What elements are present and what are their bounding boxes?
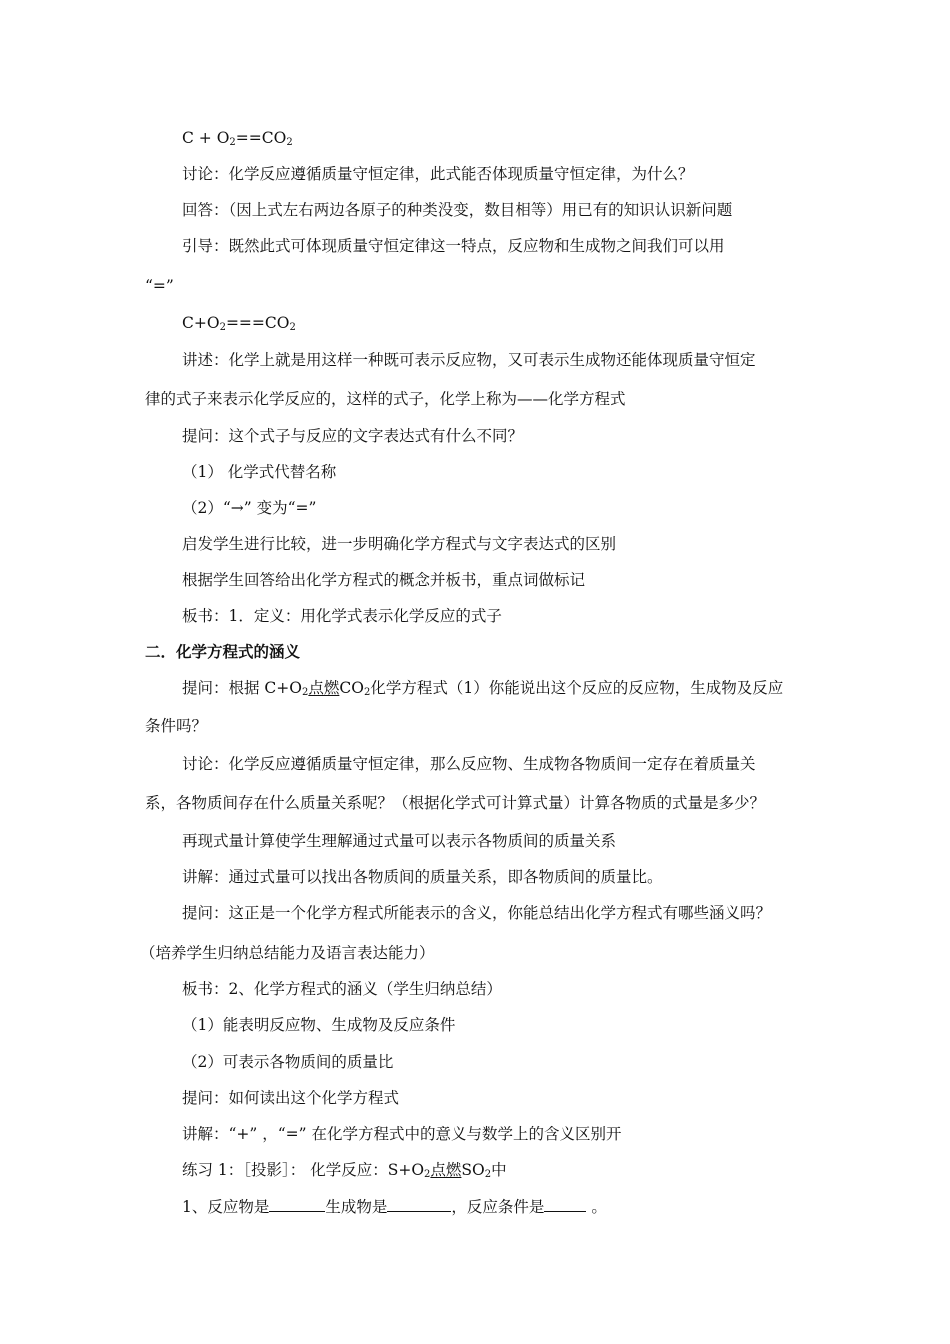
difference-item-2: （2）“→” 变为“=” <box>182 499 317 517</box>
question-3-line-1: 提问：这正是一个化学方程式所能表示的含义，你能总结出化学方程式有哪些涵义吗？ <box>182 904 772 922</box>
lecture-1-line-1: 讲述：化学上就是用这样一种既可表示反应物，又可表示生成物还能体现质量守恒定 <box>182 351 756 369</box>
concept-text: 根据学生回答给出化学方程式的概念并板书，重点词做标记 <box>182 571 586 589</box>
inspire-text: 启发学生进行比较，进一步明确化学方程式与文字表达式的区别 <box>182 535 617 553</box>
question-2: 提问：根据 $C+O_2$点燃$CO_2$化学方程式（1）你能说出这个反应的反应物，生成物及反应 <box>182 679 784 698</box>
question-1: 提问：这个式子与反应的文字表达式有什么不同？ <box>182 427 524 445</box>
section-heading: 二．化学方程式的涵义 <box>145 642 301 661</box>
blank-condition[interactable] <box>544 1196 586 1212</box>
exercise-1: 练习 1：［投影］： 化学反应：$S+O_2$点燃$SO_2$中 <box>182 1161 507 1180</box>
equation-1: $C + O_2==CO_2$ <box>182 129 293 148</box>
guide-1: 引导：既然此式可体现质量守恒定律这一特点，反应物和生成物之间我们可以用 <box>182 237 725 255</box>
discussion-1: 讨论：化学反应遵循质量守恒定律，此式能否体现质量守恒定律，为什么？ <box>182 165 694 183</box>
guide-1-continued: “=” <box>145 277 174 295</box>
question-3-line-2: （培养学生归纳总结能力及语言表达能力） <box>140 944 435 962</box>
answer-1: 回答：（因上式左右两边各原子的种类没变，数目相等）用已有的知识认识新问题 <box>182 201 733 219</box>
discussion-2-line-1: 讨论：化学反应遵循质量守恒定律，那么反应物、生成物各物质间一定存在着质量关 <box>182 755 756 773</box>
difference-item-1: （1） 化学式代替名称 <box>182 463 337 481</box>
blank-product[interactable] <box>387 1196 451 1212</box>
condition-ignite: 点燃 <box>308 679 340 697</box>
equation-2: $C+O_2===CO_2$ <box>182 314 296 333</box>
meaning-item-2: （2）可表示各物质间的质量比 <box>182 1053 394 1071</box>
lecture-3: 讲解：“+” ，“=” 在化学方程式中的意义与数学上的含义区别开 <box>182 1125 622 1143</box>
calculation-text: 再现式量计算使学生理解通过式量可以表示各物质间的质量关系 <box>182 832 617 850</box>
exercise-question-1: 1、反应物是 生成物是 ，反应条件是 。 <box>182 1198 607 1216</box>
question-2-continued: 条件吗？ <box>145 717 208 735</box>
condition-ignite-2: 点燃 <box>430 1161 462 1179</box>
board-note-1: 板书：1．定义：用化学式表示化学反应的式子 <box>182 607 502 625</box>
question-4: 提问：如何读出这个化学方程式 <box>182 1089 400 1107</box>
lecture-1-line-2: 律的式子来表示化学反应的，这样的式子，化学上称为——化学方程式 <box>145 390 626 408</box>
meaning-item-1: （1）能表明反应物、生成物及反应条件 <box>182 1016 456 1034</box>
lecture-2: 讲解：通过式量可以找出各物质间的质量关系，即各物质间的质量比。 <box>182 868 663 886</box>
board-note-2: 板书：2、化学方程式的涵义（学生归纳总结） <box>182 980 502 998</box>
discussion-2-line-2: 系，各物质间存在什么质量关系呢？（根据化学式可计算式量）计算各物质的式量是多少？ <box>145 794 766 812</box>
blank-reactant[interactable] <box>269 1196 325 1212</box>
